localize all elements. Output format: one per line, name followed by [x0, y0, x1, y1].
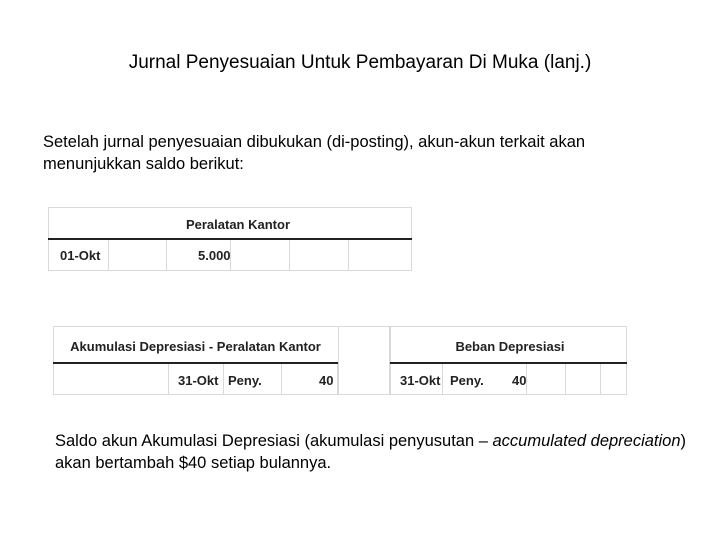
conclusion-text	[55, 430, 695, 474]
entry-date: 01-Okt	[60, 248, 101, 263]
conclusion-part-2: ) akan bertambah $40 setiap bulannya.	[55, 432, 687, 472]
intro-text: Setelah jurnal penyesuaian dibukukan (di-posting), akun-akun terkait akan menunjukkan saldo berikut:	[43, 133, 586, 173]
t-account-rule	[53, 362, 338, 364]
slide-title: Jurnal Penyesuaian Untuk Pembayaran Di Muka (lanj.)	[128, 52, 592, 73]
t-account-beban-depresiasi	[390, 326, 627, 395]
entry-amount: 5.000	[198, 248, 231, 263]
table-gap	[338, 326, 390, 395]
entry-desc: Peny.	[228, 373, 262, 388]
t-account-akumulasi-depresiasi	[53, 326, 338, 395]
account-title: Beban Depresiasi	[455, 339, 565, 354]
entry-date: 31-Okt	[178, 373, 219, 388]
entry-amount: 40	[512, 373, 527, 388]
conclusion-part-1: Saldo akun Akumulasi Depresiasi (akumulasi penyusutan –	[55, 432, 493, 450]
account-title: Akumulasi Depresiasi - Peralatan Kantor	[70, 339, 321, 354]
t-account-rule	[390, 362, 627, 364]
entry-date: 31-Okt	[400, 373, 441, 388]
entry-amount: 40	[319, 373, 334, 388]
t-account-peralatan-kantor	[48, 207, 412, 271]
entry-desc: Peny.	[450, 373, 484, 388]
account-title: Peralatan Kantor	[185, 217, 291, 232]
conclusion-italic-term: accumulated depreciation	[492, 432, 681, 450]
